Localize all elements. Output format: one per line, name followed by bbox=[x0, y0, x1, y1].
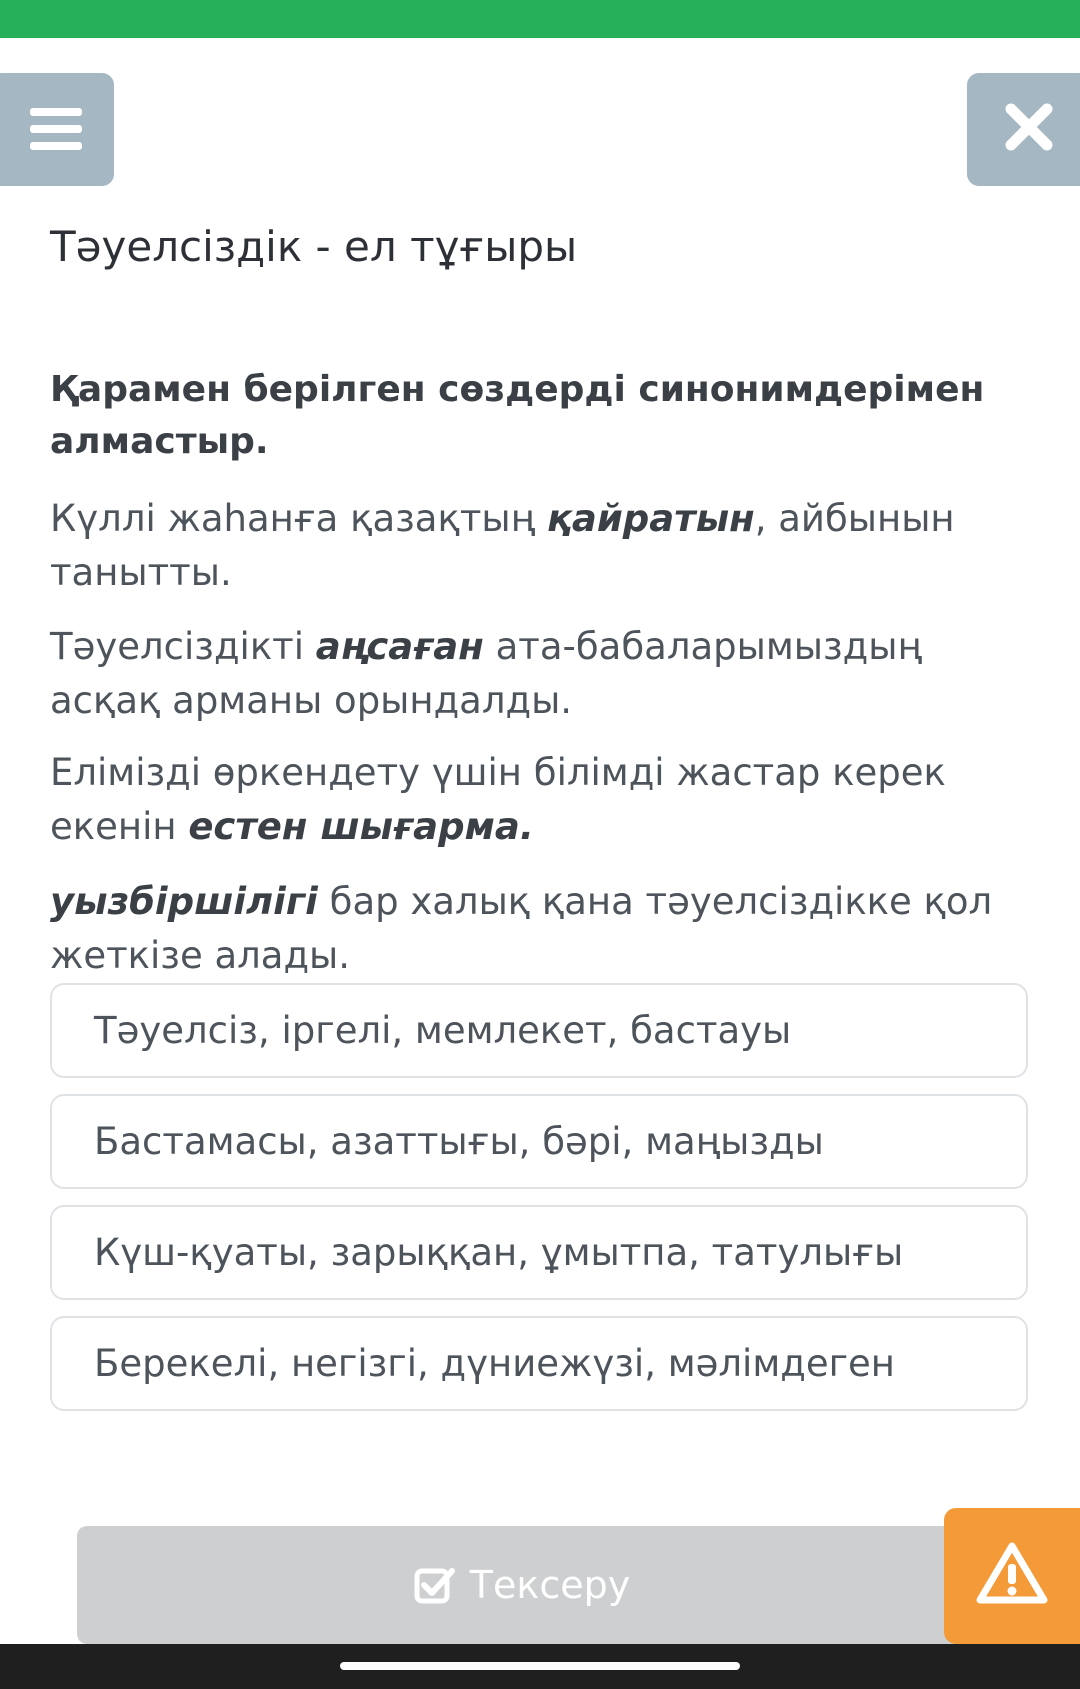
sentence-text: , айбынын танытты. bbox=[50, 497, 955, 594]
answer-option-1[interactable] bbox=[50, 983, 1028, 1078]
sentence-3 bbox=[50, 746, 1040, 854]
home-indicator[interactable] bbox=[340, 1662, 740, 1670]
answer-option-3[interactable] bbox=[50, 1205, 1028, 1300]
top-status-bar bbox=[0, 0, 1080, 38]
bold-word: аңсаған bbox=[315, 625, 484, 668]
option-label: Күш-қуаты, зарыққан, ұмытпа, татулығы bbox=[94, 1231, 904, 1274]
task-instruction: Қарамен берілген сөздерді синонимдерімен алмастыр. bbox=[50, 369, 985, 462]
bold-word: уызбіршілігі bbox=[50, 880, 318, 923]
hamburger-menu-icon bbox=[30, 106, 82, 152]
option-label: Бастамасы, азаттығы, бәрі, маңызды bbox=[94, 1120, 824, 1163]
option-label: Берекелі, негізгі, дүниежүзі, мәлімдеген bbox=[94, 1342, 895, 1385]
close-icon bbox=[1005, 103, 1053, 151]
close-button[interactable] bbox=[967, 73, 1080, 186]
sentence-text: Күллі жаһанға қазақтың bbox=[50, 497, 547, 540]
answer-option-2[interactable] bbox=[50, 1094, 1028, 1189]
checkbox-check-icon bbox=[414, 1565, 456, 1605]
sentence-2 bbox=[50, 620, 1040, 728]
check-button-label: Тексеру bbox=[469, 1563, 631, 1607]
check-button[interactable] bbox=[77, 1526, 967, 1644]
option-label: Тәуелсіз, іргелі, мемлекет, бастауы bbox=[94, 1009, 792, 1052]
sentence-text: Елімізді өркендету үшін білімді жастар керек екенін bbox=[50, 751, 946, 848]
sentence-text: Тәуелсіздікті bbox=[50, 625, 316, 668]
bold-word: естен шығарма. bbox=[188, 805, 534, 848]
menu-button[interactable] bbox=[0, 73, 114, 186]
warning-triangle-icon bbox=[976, 1542, 1048, 1606]
sentence-4 bbox=[50, 875, 1040, 983]
answer-option-4[interactable] bbox=[50, 1316, 1028, 1411]
sentence-text: ата-бабаларымыздың асқақ арманы орындалды. bbox=[50, 625, 922, 722]
page-title: Тәуелсіздік - ел тұғыры bbox=[50, 222, 578, 271]
sentence-1 bbox=[50, 492, 1040, 600]
sentence-text: бар халық қана тәуелсіздікке қол жеткізе алады. bbox=[50, 880, 993, 977]
bold-word: қайратын bbox=[546, 497, 755, 540]
report-issue-button[interactable] bbox=[944, 1508, 1080, 1644]
